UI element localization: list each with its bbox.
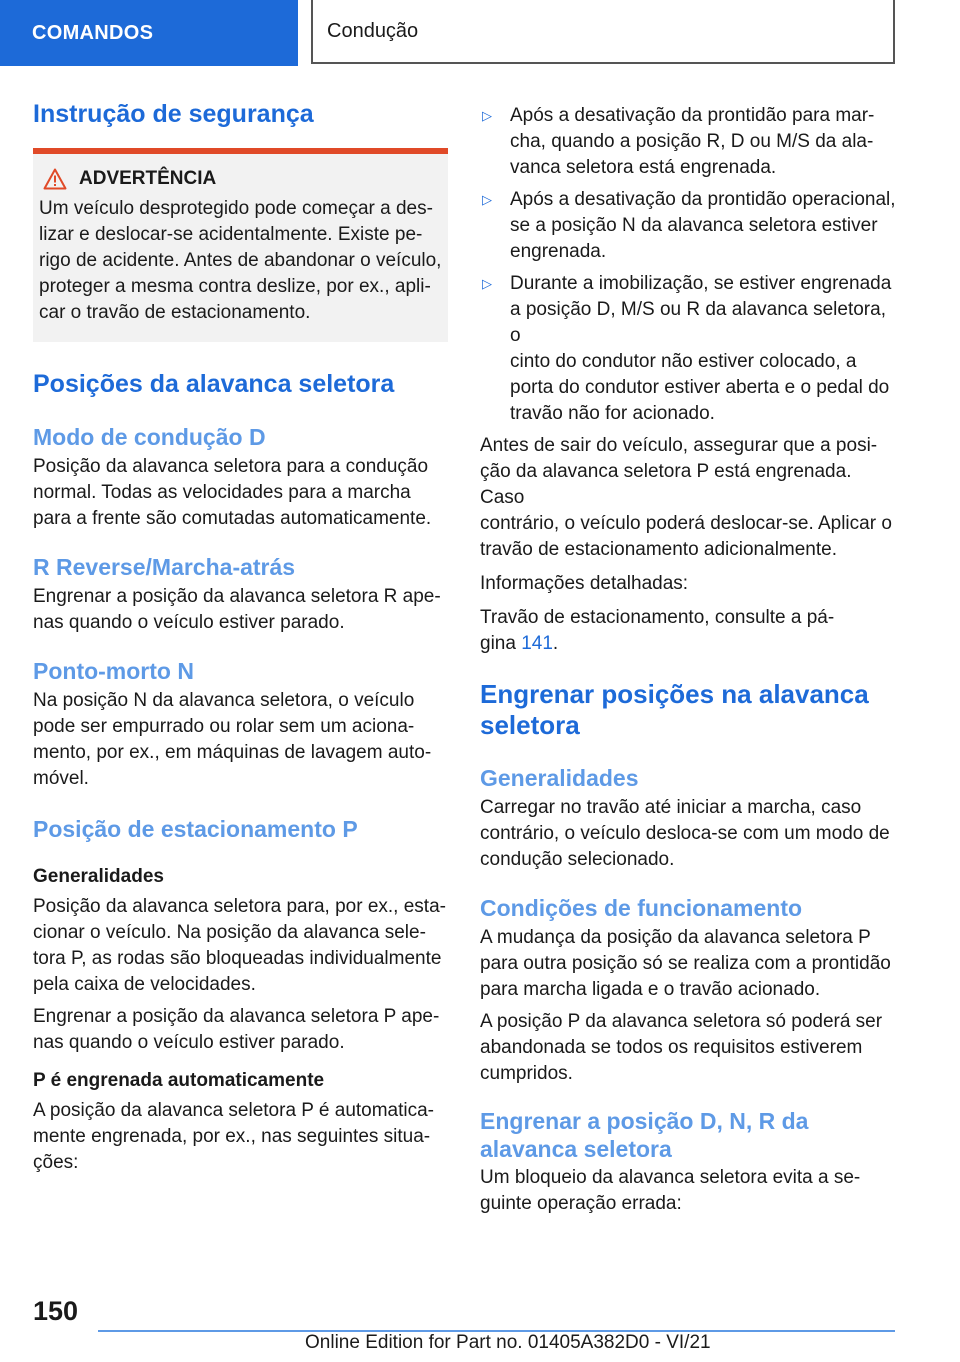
drive-text: Posição da alavanca seletora para a condução normal. Todas as velocidades para a marcha para a frente são comutadas automaticamente. bbox=[33, 456, 432, 529]
park-auto-text: A posição da alavanca seletora P é automatica‐ mente engrenada, por ex., nas seguintes situa‐ ções: bbox=[33, 1100, 435, 1173]
warning-triangle-icon bbox=[43, 168, 67, 190]
list-item bbox=[480, 271, 898, 427]
park-general-text: Posição da alavanca seletora para, por ex., esta‐ cionar o veículo. Na posição da alavanca sele‐ tora P, as rodas são bloqueadas individualmente pela caixa de velocidades. bbox=[33, 896, 446, 995]
leave-vehicle-text: Antes de sair do veículo, assegurar que a posi‐ ção da alavanca seletora P está engrenada. Caso contrário, o veículo poderá deslocar-se. Aplicar o travão de estacionamento adicionalmente. bbox=[480, 435, 892, 560]
conditions-heading: Condições de funcionamento bbox=[480, 895, 803, 921]
dnr-heading: Engrenar a posição D, N, R da alavanca seletora bbox=[480, 1108, 809, 1162]
right-column bbox=[480, 103, 898, 1217]
park-auto-heading: P é engrenada automaticamente bbox=[33, 1070, 325, 1091]
neutral-heading: Ponto-morto N bbox=[33, 658, 194, 684]
park-engage-text: Engrenar a posição da alavanca seletora P ape‐ nas quando o veículo estiver parado. bbox=[33, 1006, 440, 1053]
page-link[interactable]: 141 bbox=[521, 633, 553, 654]
triangle-bullet-icon: ▷ bbox=[482, 276, 492, 291]
warning-label: ADVERTÊNCIA bbox=[79, 168, 217, 189]
general-heading: Generalidades bbox=[480, 765, 639, 791]
edition-note: Online Edition for Part no. 01405A382D0 - VI/21 bbox=[305, 1332, 711, 1353]
warning-text: Um veículo desprotegido pode começar a des‐ lizar e deslocar-se acidentalmente. Existe pe‐ rigo de acidente. Antes de abandonar o veículo, proteger a mesma contra deslize, por ex., apli‐ car o travão de estacionamento. bbox=[39, 198, 442, 323]
list-item-text: Durante a imobilização, se estiver engrenada a posição D, M/S ou R da alavanca seletora, o cinto do condutor não estiver colocado, a porta do condutor estiver aberta e o pedal do travão não for acionado. bbox=[510, 273, 892, 424]
general-text: Carregar no travão até iniciar a marcha, caso contrário, o veículo desloca-se com um modo de condução selecionado. bbox=[480, 797, 890, 870]
warning-box bbox=[33, 154, 448, 342]
list-item bbox=[480, 103, 898, 181]
safety-heading: Instrução de segurança bbox=[33, 100, 314, 128]
warning-header bbox=[39, 168, 442, 190]
reference-text: Travão de estacionamento, consulte a pá‐ gina 141. bbox=[480, 607, 835, 654]
park-general-heading: Generalidades bbox=[33, 866, 164, 887]
park-heading: Posição de estacionamento P bbox=[33, 816, 358, 842]
list-item-text: Após a desativação da prontidão operacional, se a posição N da alavanca seletora estiver engrenada. bbox=[510, 189, 896, 262]
conditions-text: A mudança da posição da alavanca seletora P para outra posição só se realiza com a prontidão para marcha ligada e o travão acionado. bbox=[480, 927, 891, 1000]
page-header bbox=[0, 0, 960, 66]
detail-label: Informações detalhadas: bbox=[480, 573, 689, 594]
chapter-tab: Condução bbox=[311, 0, 895, 64]
list-item bbox=[480, 187, 898, 265]
left-column bbox=[33, 98, 448, 1176]
engage-heading: Engrenar posições na alavanca seletora bbox=[480, 679, 869, 740]
dnr-text: Um bloqueio da alavanca seletora evita a se‐ guinte operação errada: bbox=[480, 1167, 861, 1214]
reverse-text: Engrenar a posição da alavanca seletora R ape‐ nas quando o veículo estiver parado. bbox=[33, 586, 441, 633]
triangle-bullet-icon: ▷ bbox=[482, 192, 492, 207]
list-item-text: Após a desativação da prontidão para mar‐ cha, quando a posição R, D ou M/S da ala‐ vanca seletora está engrenada. bbox=[510, 105, 875, 178]
section-tab: COMANDOS bbox=[0, 0, 298, 66]
triangle-bullet-icon: ▷ bbox=[482, 108, 492, 123]
reverse-heading: R Reverse/Marcha-atrás bbox=[33, 554, 296, 580]
page-number: 150 bbox=[33, 1296, 79, 1326]
positions-heading: Posições da alavanca seletora bbox=[33, 370, 395, 398]
conditions-text-2: A posição P da alavanca seletora só poderá ser abandonada se todos os requisitos estiverem cumpridos. bbox=[480, 1011, 883, 1084]
drive-heading: Modo de condução D bbox=[33, 424, 266, 450]
neutral-text: Na posição N da alavanca seletora, o veículo pode ser empurrado ou rolar sem um aciona‐ mento, por ex., em máquinas de lavagem auto‐ móvel. bbox=[33, 690, 432, 789]
